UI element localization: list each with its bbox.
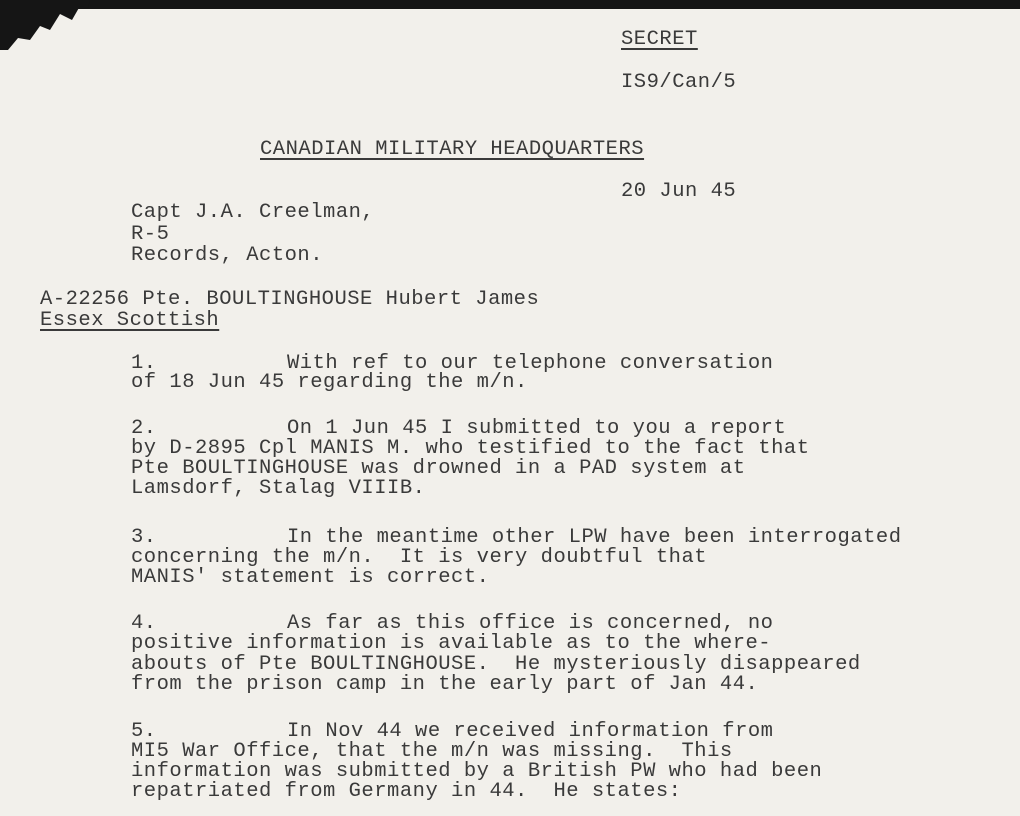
paragraph-4-line [131, 674, 758, 696]
subject-unit-text: Essex Scottish [40, 309, 220, 332]
organization-heading: CANADIAN MILITARY HEADQUARTERS [260, 138, 645, 161]
scan-edge [0, 0, 1020, 9]
paragraph-text: As far as this office is concerned, no [287, 612, 774, 635]
paragraph-number: 3. [131, 526, 157, 549]
paragraph-text: Pte BOULTINGHOUSE was drowned in a PAD system at [131, 457, 746, 480]
paragraph-text: concerning the m/n. It is very doubtful that [131, 546, 708, 569]
paragraph-1-line [131, 372, 528, 394]
paragraph-text: In the meantime other LPW have been interrogated [287, 526, 902, 549]
subject-unit [40, 310, 545, 332]
paragraph-text: from the prison camp in the early part of Jan 44. [131, 673, 759, 696]
paragraph-5-line [131, 781, 682, 803]
paragraph-text: MANIS' statement is correct. [131, 566, 490, 589]
classification: SECRET [621, 28, 698, 51]
subject-line: A-22256 Pte. BOULTINGHOUSE Hubert James [40, 288, 540, 311]
paragraph-number: 2. [131, 417, 157, 440]
paragraph-text: by D-2895 Cpl MANIS M. who testified to the fact that [131, 437, 810, 460]
paragraph-4-line [131, 633, 771, 655]
torn-corner [0, 0, 90, 50]
paragraph-2-line [131, 478, 425, 500]
document-date: 20 Jun 45 [621, 180, 737, 203]
paragraph-number: 4. [131, 612, 157, 635]
paragraph-text: With ref to our telephone conversation [287, 352, 774, 375]
addressee-line: Capt J.A. Creelman, [131, 201, 375, 224]
paragraph-text: repatriated from Germany in 44. He states: [131, 780, 682, 803]
paragraph-3-line [131, 567, 489, 589]
addressee-line: Records, Acton. [131, 244, 324, 267]
paragraph-number: 5. [131, 720, 157, 743]
paragraph-text: information was submitted by a British PW who had been [131, 760, 823, 783]
paragraph-text: of 18 Jun 45 regarding the m/n. [131, 371, 528, 394]
paragraph-text: positive information is available as to the where- [131, 632, 772, 655]
paragraph-number: 1. [131, 352, 157, 375]
paragraph-text: In Nov 44 we received information from [287, 720, 774, 743]
paragraph-text: abouts of Pte BOULTINGHOUSE. He mysteriously disappeared [131, 653, 861, 676]
paragraph-text: On 1 Jun 45 I submitted to you a report [287, 417, 787, 440]
paragraph-text: Lamsdorf, Stalag VIIIB. [131, 477, 426, 500]
addressee-line: R-5 [131, 223, 170, 246]
paragraph-text: MI5 War Office, that the m/n was missing. This [131, 740, 733, 763]
reference-number: IS9/Can/5 [621, 71, 737, 94]
